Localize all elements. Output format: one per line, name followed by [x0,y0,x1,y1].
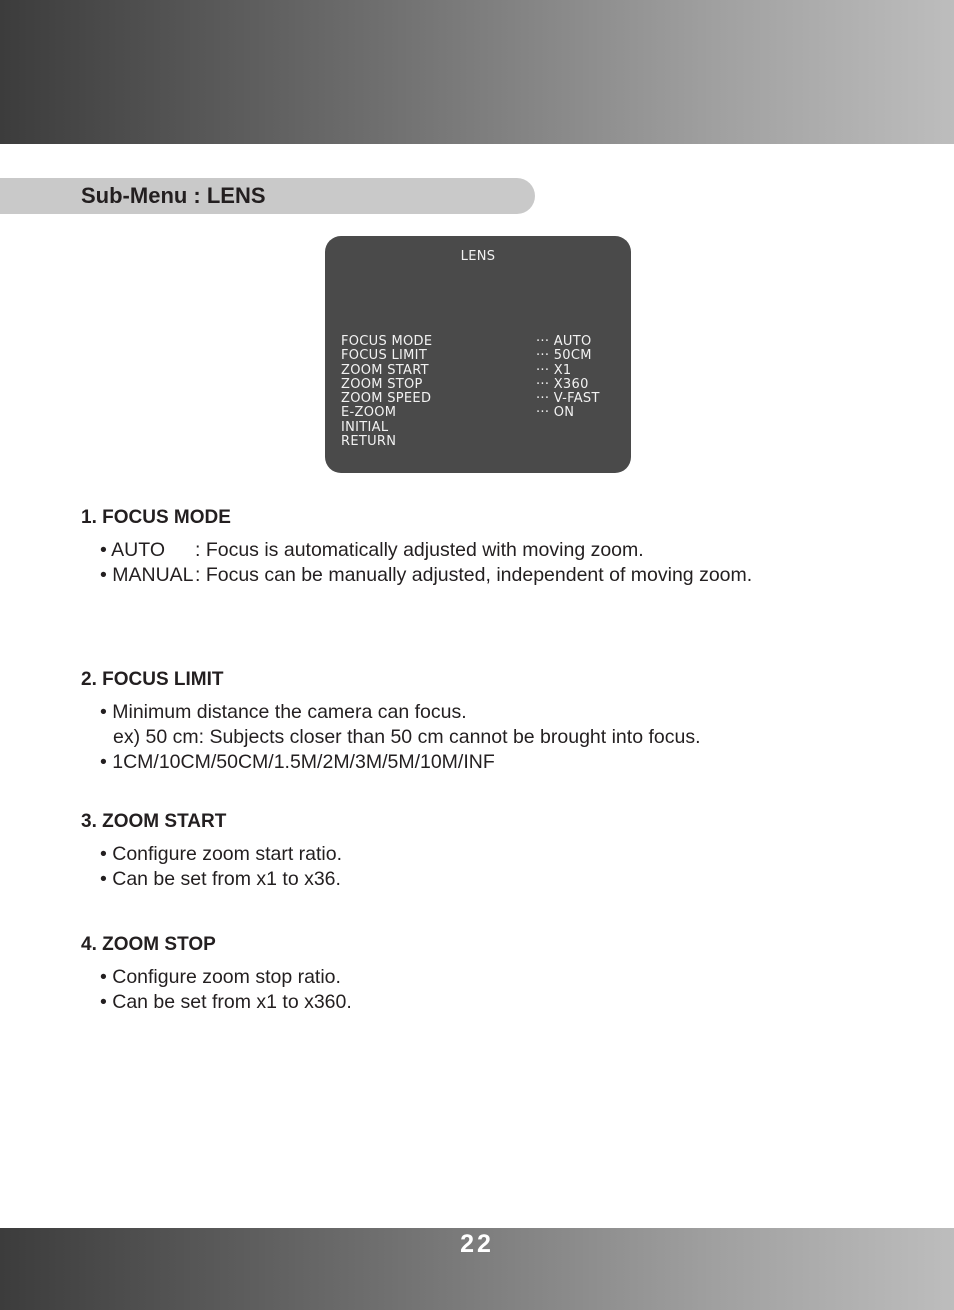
zoom-start-items [81,842,921,892]
section-focus-mode [81,506,921,588]
page-title: Sub-Menu : LENS [81,183,266,208]
osd-label-zoom-speed: ZOOM SPEED [341,391,432,407]
focus-limit-line-1: • Minimum distance the camera can focus. [100,701,467,723]
manual-label: • MANUAL [100,564,194,586]
osd-value-focus-limit: ··· 50CM [536,348,592,364]
osd-label-return: RETURN [341,434,397,450]
zoom-start-line-1: • Configure zoom start ratio. [100,843,343,865]
auto-label: • AUTO [100,539,165,561]
page-number: 22 [460,1230,494,1258]
section-zoom-start [81,810,921,892]
section-title-bar [0,178,535,214]
osd-value-zoom-speed: ··· V-FAST [536,391,600,407]
section-focus-limit [81,668,921,775]
osd-menu-labels [341,335,432,449]
zoom-stop-items [81,965,921,1015]
osd-value-zoom-stop: ··· X360 [536,376,589,392]
osd-label-focus-mode: FOCUS MODE [341,334,433,349]
heading-zoom-stop: 4. ZOOM STOP [81,934,216,955]
zoom-stop-line-2: • Can be set from x1 to x360. [100,991,352,1013]
osd-menu-title: LENS [460,249,496,264]
focus-mode-manual-item [100,563,921,588]
focus-mode-auto-item [100,538,921,563]
osd-menu-screen [325,236,631,473]
osd-value-zoom-start: ··· X1 [536,362,572,378]
focus-limit-items [81,700,921,775]
manual-description: : Focus can be manually adjusted, independent of moving zoom. [195,564,753,586]
header-band [0,0,954,144]
focus-limit-example: ex) 50 cm: Subjects closer than 50 cm cannot be brought into focus. [113,726,701,748]
osd-label-e-zoom: E-ZOOM [341,405,397,421]
osd-value-focus-mode: ··· AUTO [536,334,592,349]
auto-description: : Focus is automatically adjusted with moving zoom. [195,539,644,561]
osd-value-e-zoom: ··· ON [536,405,575,421]
focus-limit-options: • 1CM/10CM/50CM/1.5M/2M/3M/5M/10M/INF [100,751,495,773]
osd-label-zoom-start: ZOOM START [341,362,429,378]
zoom-stop-line-1: • Configure zoom stop ratio. [100,966,341,988]
heading-focus-mode: 1. FOCUS MODE [81,507,231,528]
zoom-start-line-2: • Can be set from x1 to x36. [100,868,341,890]
focus-mode-items [81,538,921,588]
section-zoom-stop [81,933,921,1015]
osd-label-initial: INITIAL [341,419,389,435]
heading-zoom-start: 3. ZOOM START [81,811,227,832]
heading-focus-limit: 2. FOCUS LIMIT [81,669,224,690]
osd-label-zoom-stop: ZOOM STOP [341,376,423,392]
osd-menu-values [536,335,600,421]
osd-label-focus-limit: FOCUS LIMIT [341,348,428,364]
